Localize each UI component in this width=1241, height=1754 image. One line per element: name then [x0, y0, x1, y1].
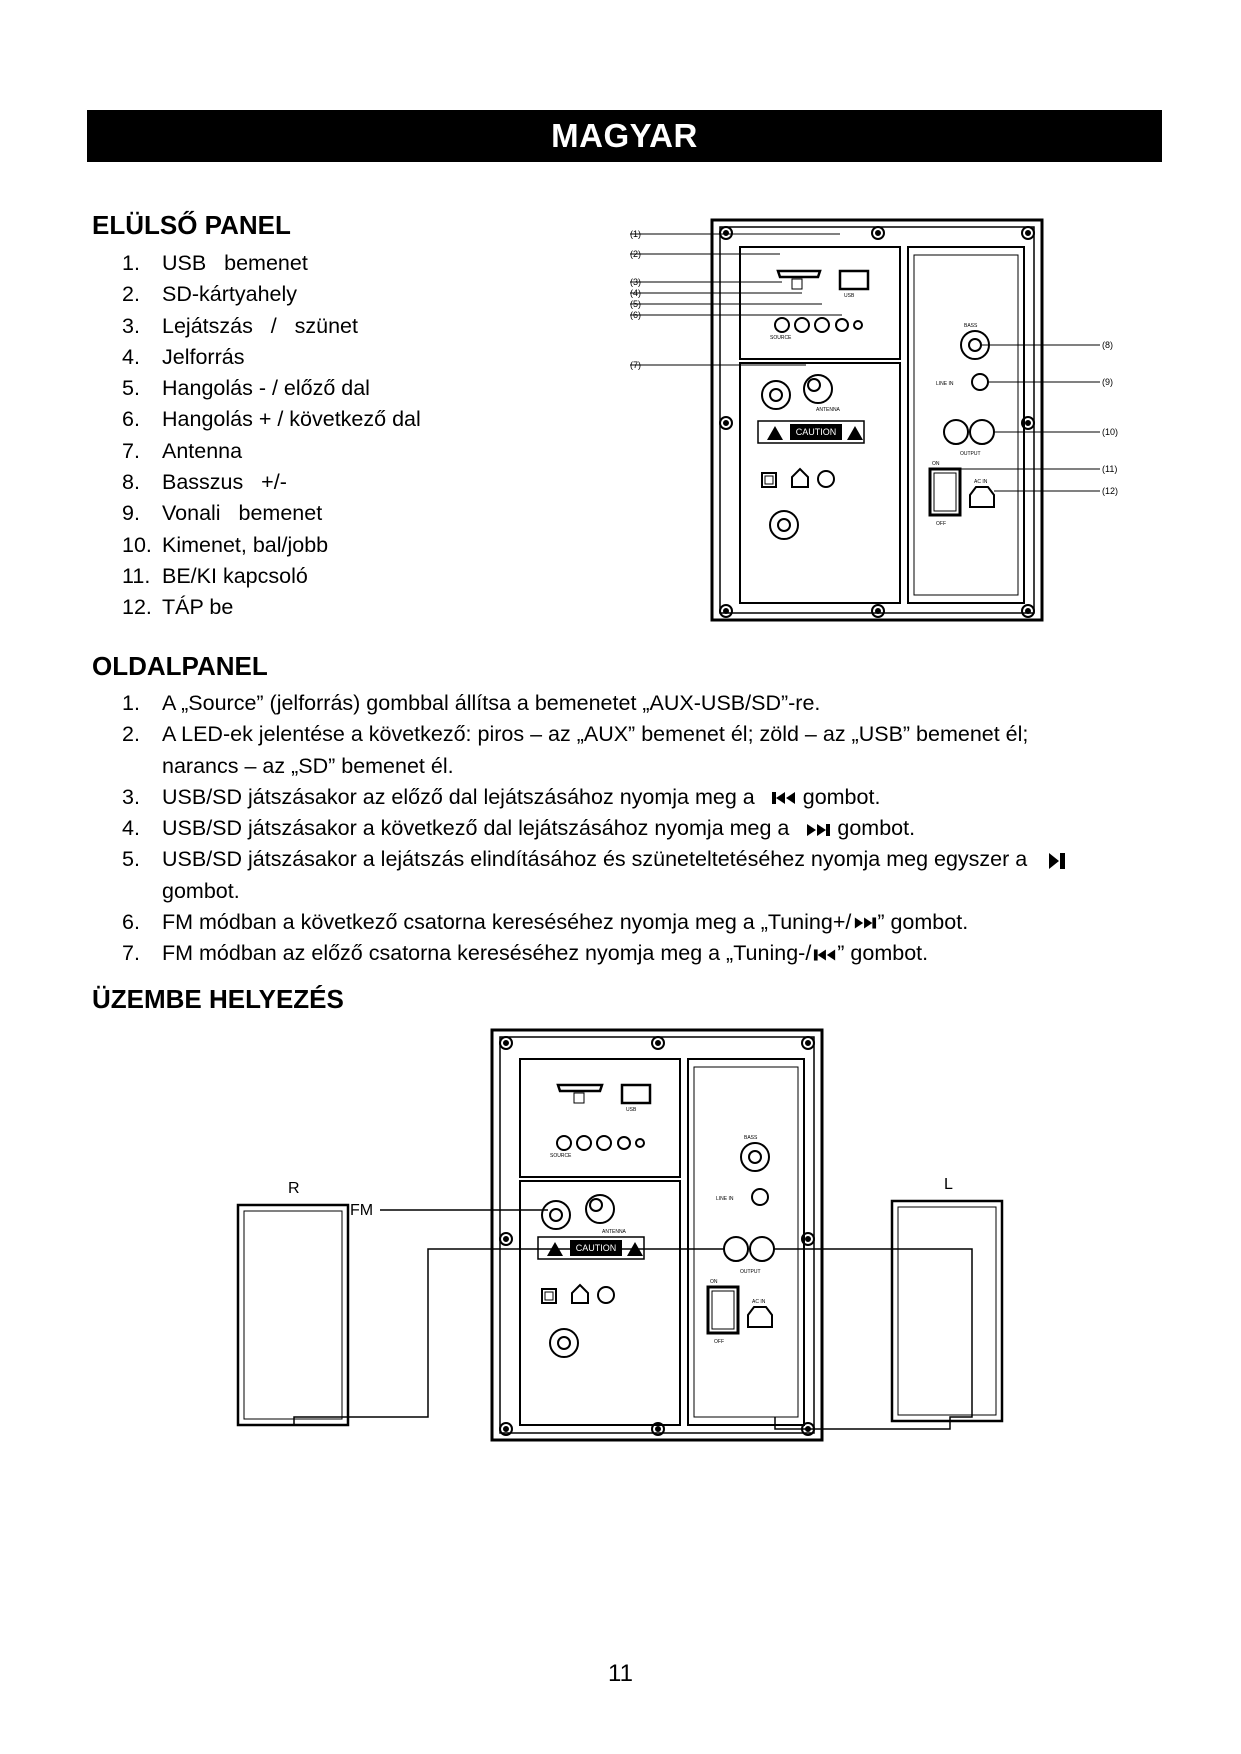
fm-label: FM [350, 1202, 374, 1219]
svg-text:(11): (11) [1102, 464, 1118, 474]
svg-text:OFF: OFF [714, 1339, 724, 1345]
prev-icon [771, 790, 797, 806]
next-icon [853, 915, 877, 931]
list-item: 5. Hangolás - / előző dal [122, 376, 370, 401]
svg-text:CAUTION: CAUTION [575, 1243, 617, 1253]
svg-text:(9): (9) [1102, 377, 1113, 387]
list-item: 11. BE/KI kapcsoló [122, 563, 308, 588]
list-item: 12. TÁP be [122, 595, 234, 620]
list-item: 9. Vonali bemenet [122, 501, 323, 526]
screw-icon [720, 227, 732, 239]
svg-text:SOURCE: SOURCE [770, 335, 792, 341]
prev-icon [813, 947, 837, 963]
svg-text:(1): (1) [630, 229, 641, 239]
svg-text:USB: USB [844, 293, 855, 299]
svg-text:BASS: BASS [964, 323, 978, 329]
screw-icon [720, 605, 732, 617]
list-item: 2. A LED-ek jelentése a következő: piros – az „AUX” bemenet él; zöld – az „USB” bemenet él; narancs – az „SD” bemenet él. [122, 722, 1029, 778]
svg-text:AC IN: AC IN [752, 1299, 766, 1305]
svg-text:OFF: OFF [936, 521, 946, 527]
caution-label: CAUTION [795, 427, 837, 437]
svg-text:SOURCE: SOURCE [550, 1153, 572, 1159]
page-number: 11 [608, 1660, 633, 1687]
side-panel-list [122, 688, 1152, 970]
list-item: 2. SD-kártyahely [122, 282, 298, 307]
svg-text:BASS: BASS [744, 1135, 758, 1141]
list-item: 7. Antenna [122, 438, 243, 463]
list-item: 7. FM módban az előző csatorna kereséséhez nyomja meg a „Tuning-/ ” gombot. [122, 941, 929, 966]
screw-icon [872, 605, 884, 617]
svg-text:OUTPUT: OUTPUT [740, 1269, 761, 1275]
screw-icon [1022, 227, 1034, 239]
svg-text:(5): (5) [630, 299, 641, 309]
front-panel-heading: ELÜLSŐ PANEL [92, 210, 291, 240]
svg-text:(2): (2) [630, 249, 641, 259]
svg-text:(7): (7) [630, 360, 641, 370]
setup-heading: ÜZEMBE HELYEZÉS [92, 984, 344, 1014]
banner-title: MAGYAR [551, 117, 698, 154]
svg-text:ANTENNA: ANTENNA [816, 407, 840, 413]
next-icon [805, 822, 831, 838]
svg-text:OUTPUT: OUTPUT [960, 451, 981, 457]
list-item: 3. Lejátszás / szünet [122, 313, 358, 338]
list-item: 4. Jelforrás [122, 344, 245, 369]
list-item: 6. Hangolás + / következő dal [122, 407, 421, 432]
list-item: 1. A „Source” (jelforrás) gombbal állítsa a bemenetet „AUX-USB/SD”-re. [122, 691, 821, 715]
list-item: 10. Kimenet, bal/jobb [122, 532, 329, 557]
svg-text:(8): (8) [1102, 340, 1113, 350]
speaker-l-label: L [944, 1176, 953, 1193]
list-item: 3. USB/SD játszásakor az előző dal lejátszásához nyomja meg a gombot. [122, 784, 881, 809]
play-pause-icon [1047, 852, 1067, 870]
svg-text:ON: ON [932, 461, 940, 467]
list-item: 5. USB/SD játszásakor a lejátszás elindításához és szüneteltetéséhez nyomja meg egyszer a gombot. [122, 844, 1152, 907]
screw-icon [872, 227, 884, 239]
svg-text:ANTENNA: ANTENNA [602, 1229, 626, 1235]
screw-icon [720, 417, 732, 429]
language-banner [87, 110, 1162, 162]
side-panel-heading: OLDALPANEL [92, 651, 268, 681]
list-item: 1. USB bemenet [122, 251, 308, 275]
svg-text:(12): (12) [1102, 486, 1119, 496]
svg-text:ON: ON [710, 1279, 718, 1285]
svg-text:USB: USB [626, 1107, 637, 1113]
svg-text:(3): (3) [630, 277, 641, 287]
screw-icon [1022, 605, 1034, 617]
svg-text:(10): (10) [1102, 427, 1119, 437]
front-panel-list [122, 248, 421, 624]
svg-text:LINE IN: LINE IN [716, 1196, 734, 1202]
list-item: 6. FM módban a következő csatorna kereséséhez nyomja meg a „Tuning+/ ” gombot. [122, 910, 969, 935]
list-item: 4. USB/SD játszásakor a következő dal lejátszásához nyomja meg a gombot. [122, 816, 916, 841]
svg-text:(4): (4) [630, 288, 641, 298]
front-panel-diagram [630, 215, 1150, 630]
svg-text:LINE IN: LINE IN [936, 381, 954, 387]
svg-text:AC IN: AC IN [974, 479, 988, 485]
setup-diagram [230, 1025, 1050, 1465]
list-item: 8. Basszus +/- [122, 470, 287, 495]
speaker-r-label: R [288, 1180, 300, 1197]
svg-text:(6): (6) [630, 310, 641, 320]
